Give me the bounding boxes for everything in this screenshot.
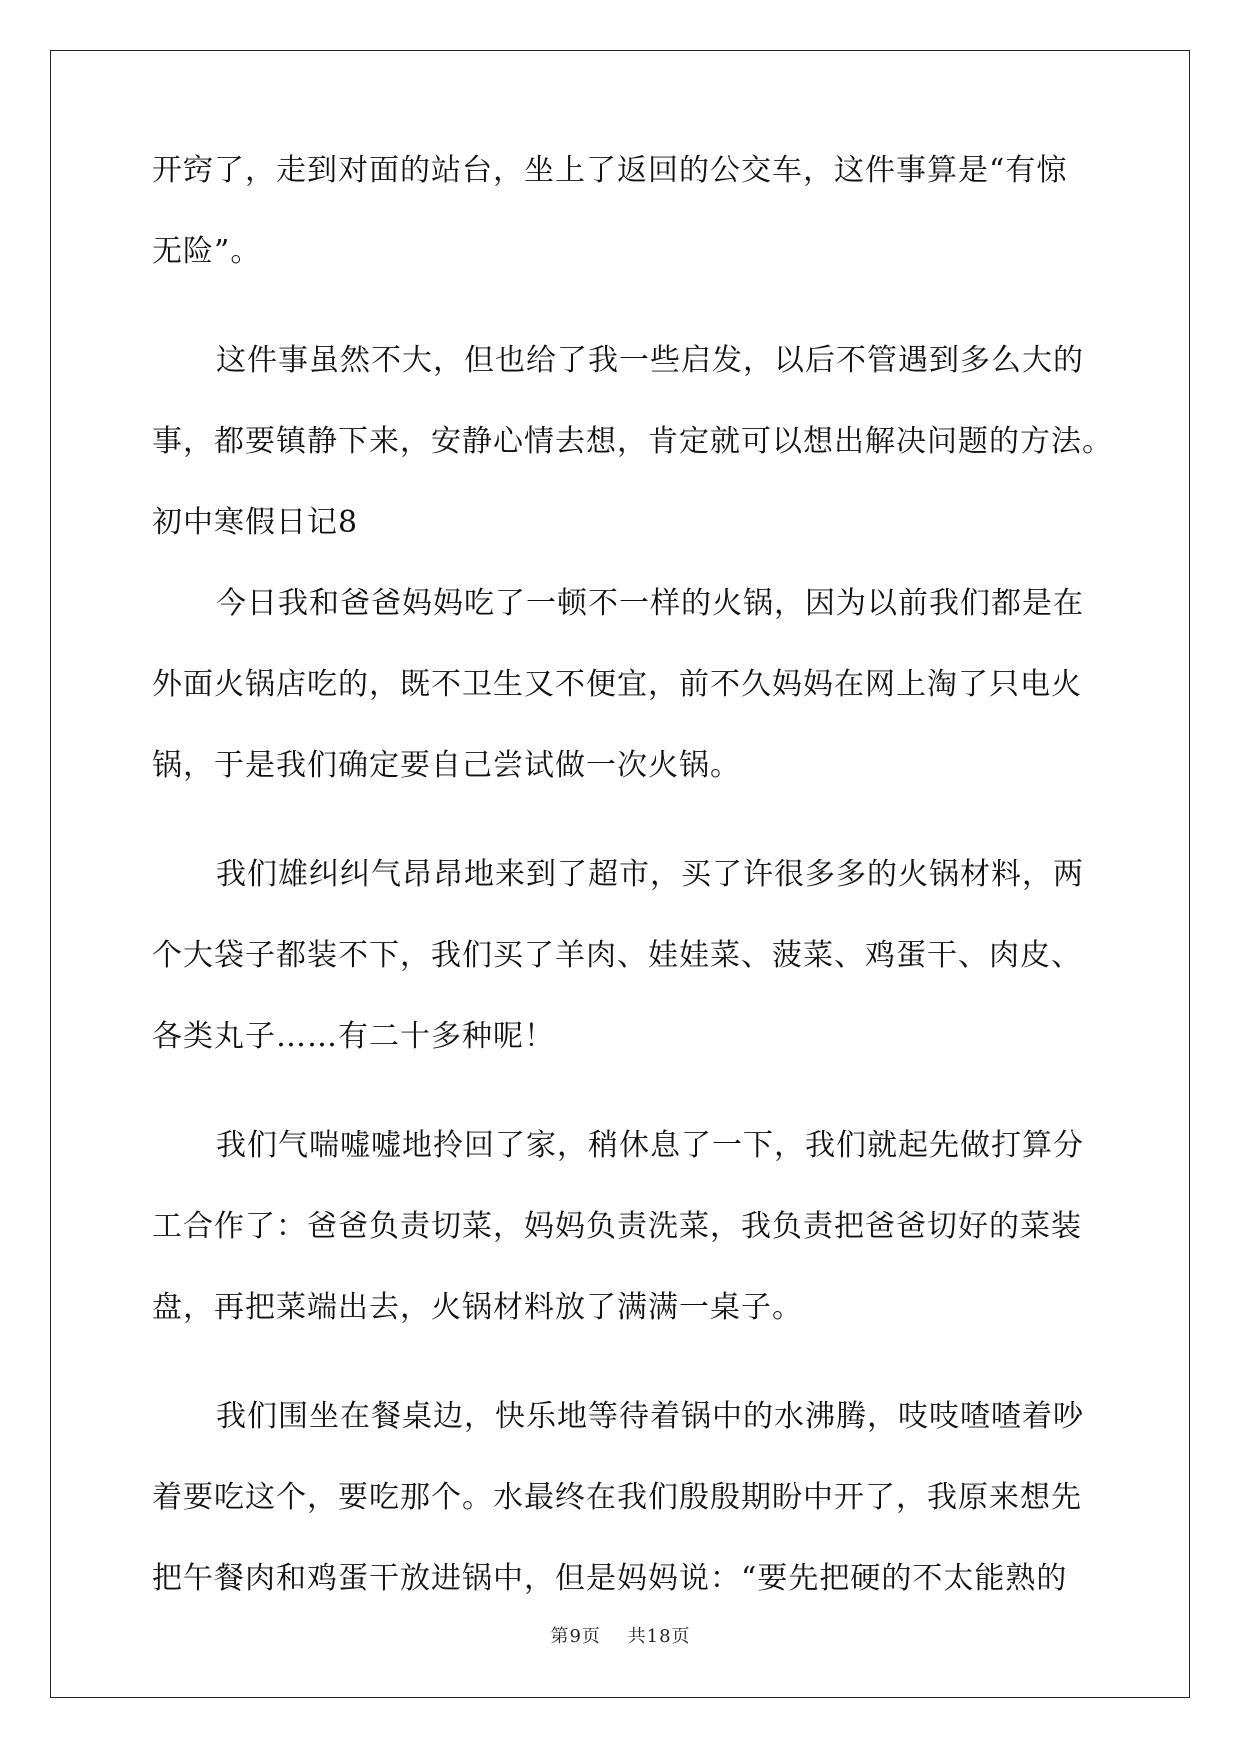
page-total: 共18页: [627, 1626, 691, 1647]
paragraph-first-line: 这件事虽然不大，但也给了我一些启发，以后不管遇到多么大的: [216, 343, 1084, 378]
text-line: 初中寒假日记8: [152, 505, 359, 540]
paragraph-first-line: 今日我和爸爸妈妈吃了一顿不一样的火锅，因为以前我们都是在: [216, 586, 1084, 621]
text-line: 各类丸子……有二十多种呢！: [152, 1019, 555, 1054]
text-line: 事，都要镇静下来，安静心情去想，肯定就可以想出解决问题的方法。: [152, 424, 1113, 459]
text-line: 无险”。: [152, 234, 262, 269]
paragraph-first-line: 我们雄纠纠气昂昂地来到了超市，买了许很多多的火锅材料，两: [216, 857, 1084, 892]
text-line: 盘，再把菜端出去，火锅材料放了满满一桌子。: [152, 1290, 803, 1325]
paragraph-first-line: 我们气喘嘘嘘地拎回了家，稍休息了一下，我们就起先做打算分: [216, 1128, 1084, 1163]
document-body: [152, 153, 1113, 1596]
paragraph-first-line: 我们围坐在餐桌边，快乐地等待着锅中的水沸腾，吱吱喳喳着吵: [216, 1399, 1084, 1434]
text-line: 锅，于是我们确定要自己尝试做一次火锅。: [152, 748, 741, 783]
page-footer: [0, 1622, 1241, 1648]
text-line: 把午餐肉和鸡蛋干放进锅中，但是妈妈说：“要先把硬的不太能熟的: [152, 1561, 1068, 1596]
text-line: 外面火锅店吃的，既不卫生又不便宜，前不久妈妈在网上淘了只电火: [152, 667, 1082, 702]
text-line: 开窍了，走到对面的站台，坐上了返回的公交车，这件事算是“有惊: [152, 153, 1068, 188]
text-line: 个大袋子都装不下，我们买了羊肉、娃娃菜、菠菜、鸡蛋干、肉皮、: [152, 938, 1082, 973]
text-line: 着要吃这个，要吃那个。水最终在我们殷殷期盼中开了，我原来想先: [152, 1480, 1082, 1515]
page-number: 第9页: [550, 1626, 601, 1647]
text-line: 工合作了：爸爸负责切菜，妈妈负责洗菜，我负责把爸爸切好的菜装: [152, 1209, 1082, 1244]
